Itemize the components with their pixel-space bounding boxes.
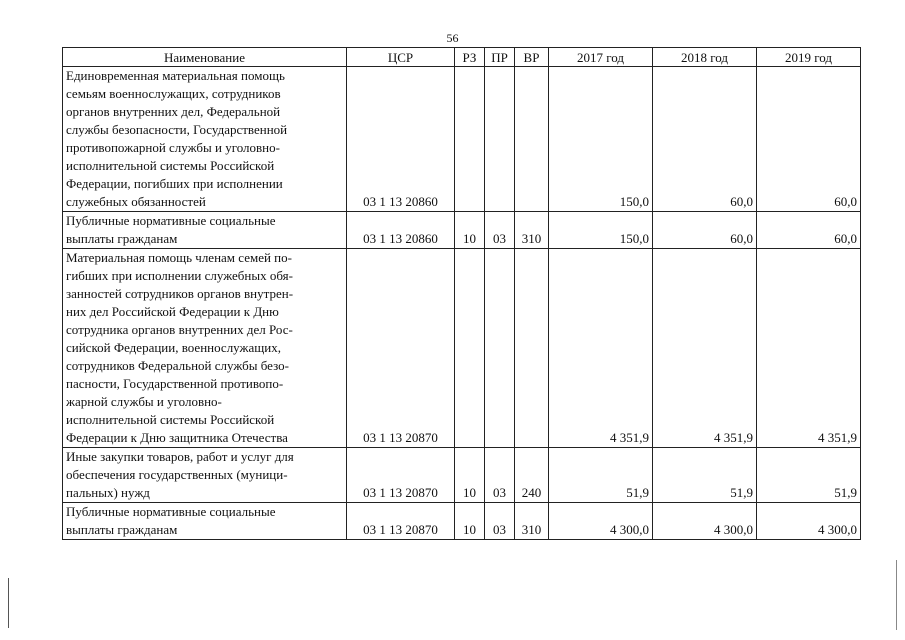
row-pr: [485, 67, 515, 212]
page-number: 56: [446, 31, 459, 45]
row-pr: [485, 249, 515, 448]
table-row: [63, 67, 861, 212]
row-name: Единовременная материальная помощь семьям военнослужащих, сотрудников органов внутренних дел, Федеральной службы безопасности, Государственной противопожарной службы и уголовно- исполнительной системы Российской Федерации, погибших при исполнении служебных обязанностей: [63, 67, 347, 212]
row-rz: [455, 67, 485, 212]
row-rz: 10: [455, 503, 485, 540]
row-2017: 150,0: [549, 212, 653, 249]
row-name: Материальная помощь членам семей по- гибших при исполнении служебных обя- занностей сотрудников органов внутрен- них дел Российской Федерации к Дню сотрудника органов внутренних дел Рос- сийской Федерации, военнослужащих, сотрудников Федеральной службы безо- пасности, Государственной противопо- жарной службы и уголовно- исполнительной системы Российской Федерации к Дню защитника Отечества: [63, 249, 347, 448]
scan-edge-line: [8, 578, 9, 628]
row-2019: 4 300,0: [757, 503, 861, 540]
header-csr: ЦСР: [347, 48, 455, 67]
row-name: Иные закупки товаров, работ и услуг для обеспечения государственных (муници- пальных) нужд: [63, 448, 347, 503]
row-2018: 60,0: [653, 67, 757, 212]
row-vr: 310: [515, 503, 549, 540]
row-2018: 51,9: [653, 448, 757, 503]
scan-edge-line: [896, 560, 897, 630]
header-2019: 2019 год: [757, 48, 861, 67]
row-2017: 4 300,0: [549, 503, 653, 540]
row-2018: 4 351,9: [653, 249, 757, 448]
row-rz: [455, 249, 485, 448]
table-row: [63, 503, 861, 540]
row-2018: 60,0: [653, 212, 757, 249]
row-name: Публичные нормативные социальные выплаты гражданам: [63, 212, 347, 249]
row-2019: 60,0: [757, 67, 861, 212]
row-2017: 150,0: [549, 67, 653, 212]
row-rz: 10: [455, 212, 485, 249]
header-2017: 2017 год: [549, 48, 653, 67]
table-row: [63, 249, 861, 448]
header-row: [63, 48, 861, 67]
row-rz: 10: [455, 448, 485, 503]
table-row: [63, 448, 861, 503]
table-row: [63, 212, 861, 249]
row-csr: 03 1 13 20870: [347, 503, 455, 540]
row-pr: 03: [485, 448, 515, 503]
row-2017: 4 351,9: [549, 249, 653, 448]
row-name: Публичные нормативные социальные выплаты гражданам: [63, 503, 347, 540]
row-csr: 03 1 13 20870: [347, 448, 455, 503]
header-2018: 2018 год: [653, 48, 757, 67]
row-vr: [515, 67, 549, 212]
row-2019: 4 351,9: [757, 249, 861, 448]
row-2017: 51,9: [549, 448, 653, 503]
header-vr: ВР: [515, 48, 549, 67]
row-csr: 03 1 13 20870: [347, 249, 455, 448]
row-2019: 60,0: [757, 212, 861, 249]
row-csr: 03 1 13 20860: [347, 212, 455, 249]
row-vr: 240: [515, 448, 549, 503]
row-vr: 310: [515, 212, 549, 249]
row-2018: 4 300,0: [653, 503, 757, 540]
row-csr: 03 1 13 20860: [347, 67, 455, 212]
row-vr: [515, 249, 549, 448]
header-rz: РЗ: [455, 48, 485, 67]
row-2019: 51,9: [757, 448, 861, 503]
row-pr: 03: [485, 503, 515, 540]
row-pr: 03: [485, 212, 515, 249]
budget-table: [62, 47, 861, 540]
header-name: Наименование: [63, 48, 347, 67]
header-pr: ПР: [485, 48, 515, 67]
